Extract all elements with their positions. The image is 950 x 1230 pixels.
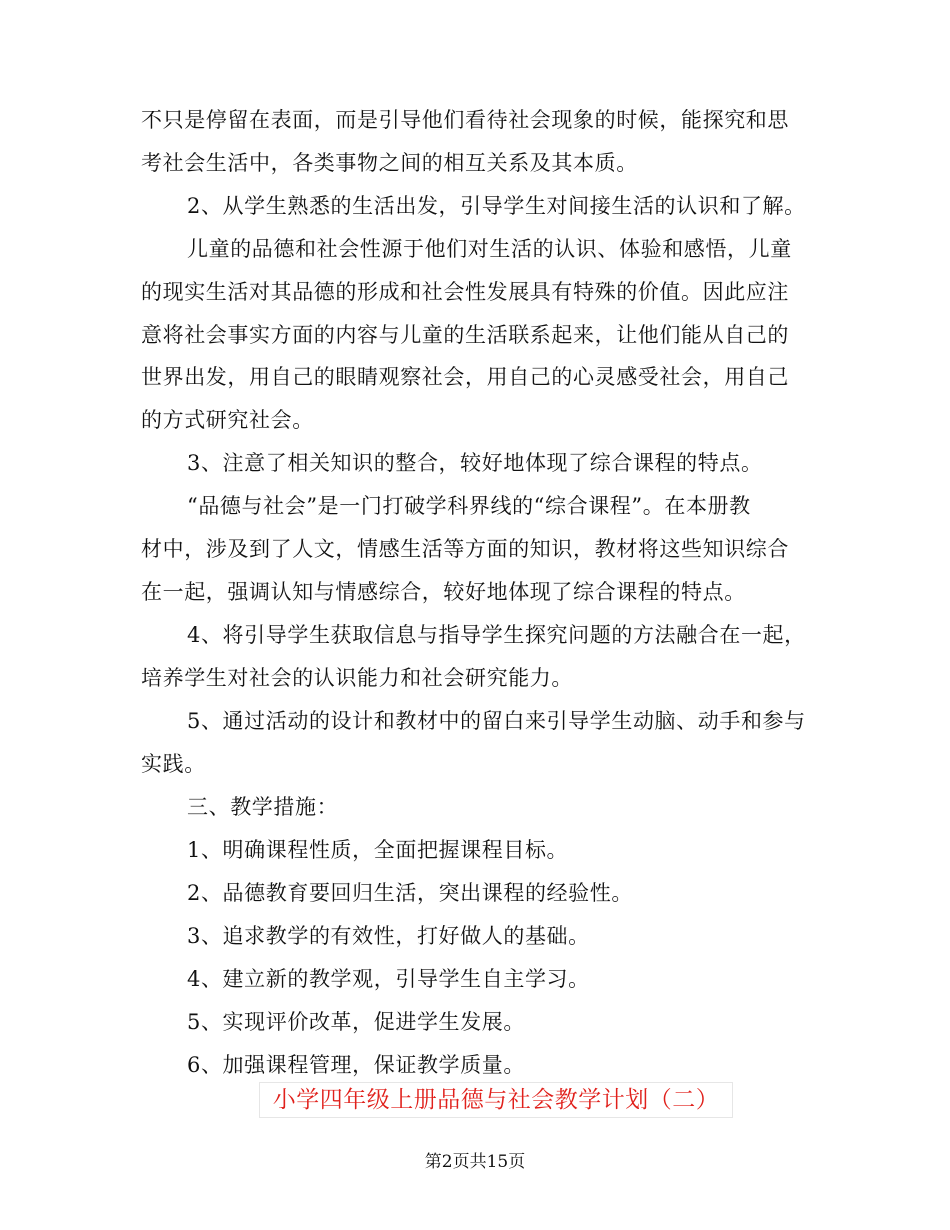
- list-item-4: 4、将引导学生获取信息与指导学生探究问题的方法融合在一起，: [187, 623, 806, 647]
- paragraph-line: 在一起，强调认知与情感综合，较好地体现了综合课程的特点。: [141, 580, 746, 604]
- paragraph-line: 的方式研究社会。: [141, 408, 314, 432]
- measure-item: 4、建立新的教学观，引导学生自主学习。: [187, 967, 590, 991]
- paragraph-line: 不只是停留在表面，而是引导他们看待社会现象的时候，能探究和思: [141, 108, 789, 132]
- list-item-3: 3、注意了相关知识的整合，较好地体现了综合课程的特点。: [187, 451, 763, 475]
- paragraph-line: 实践。: [141, 752, 206, 776]
- measure-item: 5、实现评价改革，促进学生发展。: [187, 1010, 525, 1034]
- paragraph-line: 培养学生对社会的认识能力和社会研究能力。: [141, 666, 573, 690]
- measure-item: 2、品德教育要回归生活，突出课程的经验性。: [187, 881, 633, 905]
- paragraph-line: 考社会生活中，各类事物之间的相互关系及其本质。: [141, 151, 638, 175]
- paragraph-line: 意将社会事实方面的内容与儿童的生活联系起来，让他们能从自己的: [141, 323, 789, 347]
- document-title: 小学四年级上册品德与社会教学计划（二）: [259, 1082, 733, 1118]
- paragraph-line: 材中，涉及到了人文，情感生活等方面的知识，教材将这些知识综合: [141, 537, 789, 561]
- section-heading: 三、教学措施：: [187, 795, 339, 819]
- list-item-2: 2、从学生熟悉的生活出发，引导学生对间接生活的认识和了解。: [187, 194, 806, 218]
- paragraph-line: 世界出发，用自己的眼睛观察社会，用自己的心灵感受社会，用自己: [141, 365, 789, 389]
- paragraph-line: 的现实生活对其品德的形成和社会性发展具有特殊的价值。因此应注: [141, 280, 789, 304]
- list-item-5: 5、通过活动的设计和教材中的留白来引导学生动脑、动手和参与: [187, 709, 806, 733]
- measure-item: 3、追求教学的有效性，打好做人的基础。: [187, 924, 590, 948]
- measure-item: 6、加强课程管理，保证教学质量。: [187, 1053, 525, 1077]
- measure-item: 1、明确课程性质，全面把握课程目标。: [187, 838, 569, 862]
- paragraph-line: “品德与社会”是一门打破学科界线的“综合课程”。在本册教: [187, 494, 751, 518]
- paragraph-line: 儿童的品德和社会性源于他们对生活的认识、体验和感悟，儿童: [187, 237, 792, 261]
- page-number: 第2页共15页: [424, 1152, 526, 1172]
